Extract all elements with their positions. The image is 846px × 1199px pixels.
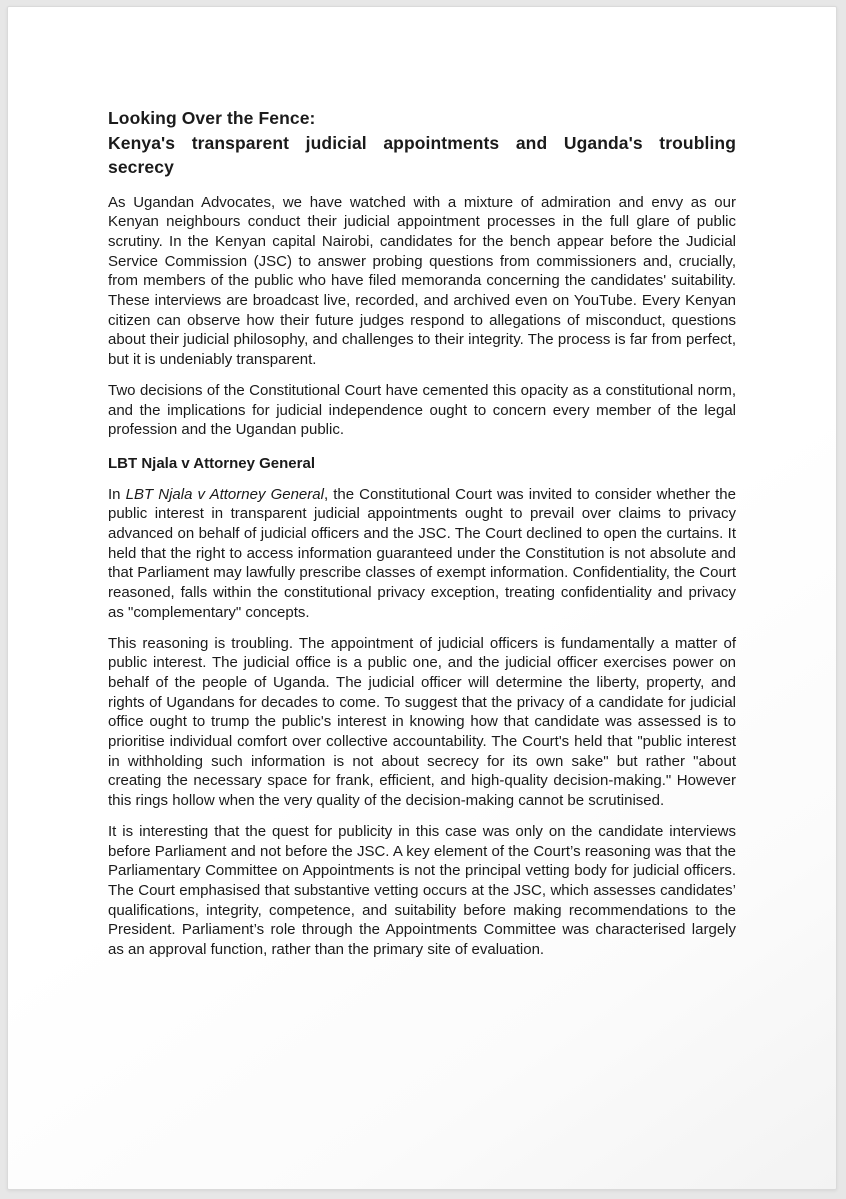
section-heading <box>108 454 736 474</box>
text-run: In <box>108 485 126 503</box>
paragraph <box>108 381 736 440</box>
paragraph <box>108 485 736 623</box>
text-run: As Ugandan Advocates, we have watched with a mixture of admiration and envy as our Kenyan neighbours conduct their judicial appointment processes in the full glare of public scrutiny. In the Kenyan capital Nairobi, candidates for the bench appear before the Judicial Service Commission (JSC) to answer probing questions from commissioners and, crucially, from members of the public who have filed memoranda concerning the candidates' suitability. These interviews are broadcast live, recorded, and archived even on YouTube. Every Kenyan citizen can observe how their future judges respond to allegations of misconduct, questions about their judicial philosophy, and challenges to their integrity. The process is far from perfect, but it is undeniably transparent. <box>108 193 736 369</box>
case-name-italic: LBT Njala v Attorney General <box>125 485 324 503</box>
document-content <box>8 7 836 960</box>
document-page <box>7 6 837 1190</box>
text-run: This reasoning is troubling. The appointment of judicial officers is fundamentally a matter of public interest. The judicial office is a public one, and the judicial officer exercises power on behalf of the people of Uganda. The judicial officer will determine the liberty, property, and rights of Ugandans for decades to come. To suggest that the privacy of a candidate for judicial office ought to trump the public's interest in knowing how that candidate was assessed is to prioritise individual comfort over collective accountability. The Court's held that "public interest in withholding such information is not about secrecy for its own sake" but rather "about creating the necessary space for frank, efficient, and high-quality decision-making." However this rings hollow when the very quality of the decision-making cannot be scrutinised. <box>108 634 736 810</box>
text-run: It is interesting that the quest for publicity in this case was only on the candidate interviews before Parliament and not before the JSC. A key element of the Court’s reasoning was that the Parliamentary Committee on Appointments is not the principal vetting body for judicial officers. The Court emphasised that substantive vetting occurs at the JSC, which assesses candidates’ qualifications, integrity, competence, and suitability before making recommendations to the President. Parliament’s role through the Appointments Committee was characterised largely as an approval function, rather than the primary site of evaluation. <box>108 822 736 959</box>
page-title <box>108 106 736 180</box>
title-line-2: Kenya's transparent judicial appointments and Uganda's troubling secrecy <box>108 132 736 177</box>
text-run: LBT Njala v Attorney General <box>108 454 315 472</box>
paragraph <box>108 193 736 370</box>
paragraph <box>108 634 736 811</box>
document-body <box>108 193 736 960</box>
text-run: , the Constitutional Court was invited to consider whether the public interest in transparent judicial appointments ought to prevail over claims to privacy advanced on behalf of judicial officers and the JSC. The Court declined to open the curtains. It held that the right to access information guaranteed under the Constitution is not absolute and that Parliament may lawfully prescribe classes of exempt information. Confidentiality, the Court reasoned, falls within the constitutional privacy exception, treating confidentiality and privacy as "complementary" concepts. <box>108 485 736 621</box>
text-run: Two decisions of the Constitutional Court have cemented this opacity as a constitutional norm, and the implications for judicial independence ought to concern every member of the legal profession and the Ugandan public. <box>108 381 736 439</box>
title-line-1: Looking Over the Fence: <box>108 108 316 128</box>
paragraph <box>108 822 736 960</box>
